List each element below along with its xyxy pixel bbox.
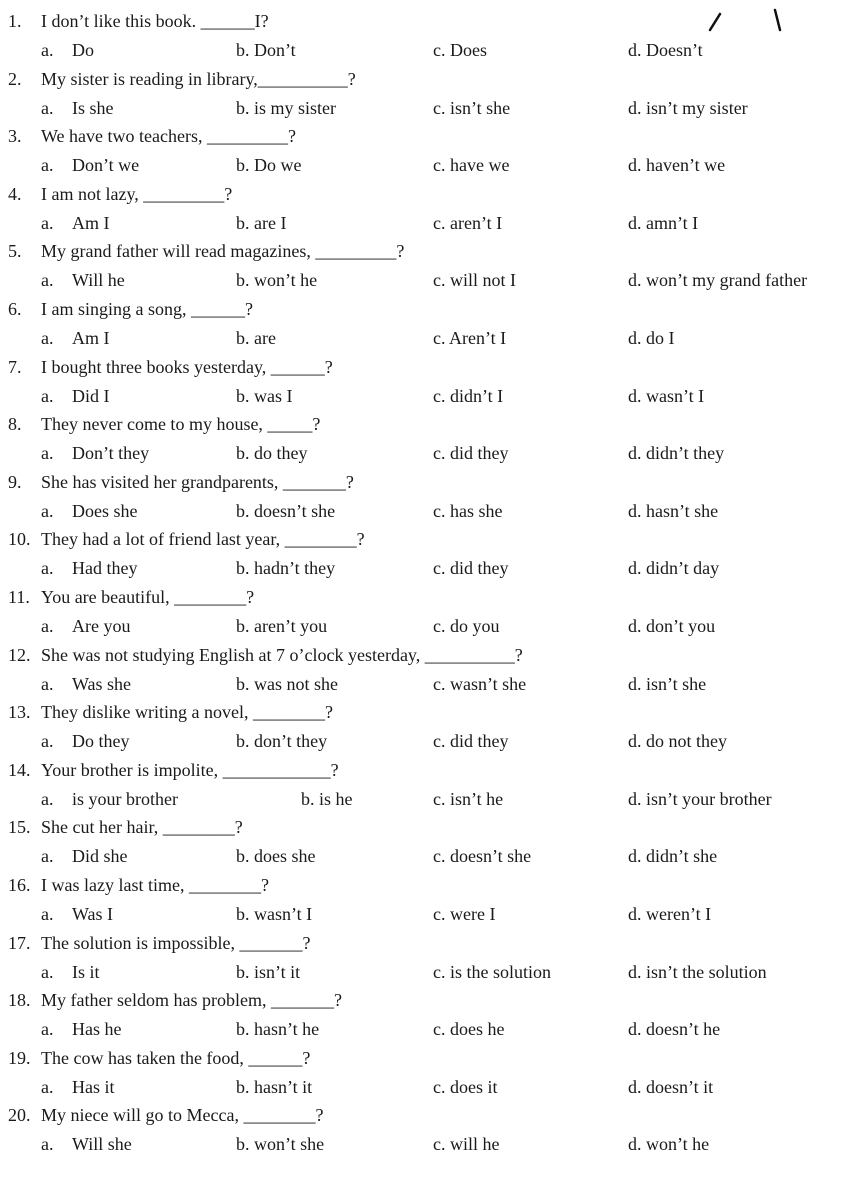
option-text: Don’t we: [72, 155, 140, 176]
question-text: I am not lazy, _________?: [41, 183, 233, 204]
question-number: 15.: [8, 817, 31, 838]
option-text: Will he: [72, 270, 125, 291]
question-stem: [8, 585, 254, 609]
question-item: [8, 124, 844, 182]
option-d[interactable]: d. isn’t my sister: [628, 97, 748, 118]
question-number: 3.: [8, 126, 22, 147]
option-a[interactable]: [41, 96, 114, 120]
option-c[interactable]: c. do you: [433, 615, 500, 636]
option-letter: a.: [41, 1019, 54, 1040]
option-text: Is it: [72, 961, 100, 982]
option-b[interactable]: b. aren’t you: [236, 615, 328, 636]
question-item: [8, 988, 844, 1046]
question-text: The solution is impossible, _______?: [41, 932, 311, 953]
option-c[interactable]: c. Aren’t I: [433, 327, 507, 348]
question-text: I am singing a song, ______?: [41, 298, 253, 319]
question-text: She has visited her grandparents, _______?: [41, 471, 354, 492]
question-text: She cut her hair, ________?: [41, 817, 243, 838]
question-text: The cow has taken the food, ______?: [41, 1047, 311, 1068]
question-text: Your brother is impolite, ____________?: [41, 759, 339, 780]
question-stem: [8, 1103, 323, 1127]
option-d[interactable]: d. didn’t day: [628, 558, 720, 579]
question-stem: [8, 527, 365, 551]
question-item: [8, 9, 844, 67]
option-d[interactable]: d. do I: [628, 327, 675, 348]
option-b[interactable]: b. isn’t it: [236, 961, 301, 982]
question-number: 7.: [8, 356, 22, 377]
option-d[interactable]: d. Doesn’t: [628, 40, 703, 60]
question-stem: [8, 182, 232, 206]
question-item: [8, 67, 844, 125]
option-c[interactable]: c. did they: [433, 443, 509, 464]
question-item: [8, 931, 844, 989]
question-number: 14.: [8, 759, 31, 780]
question-text: We have two teachers, _________?: [41, 126, 296, 147]
question-stem: [8, 643, 523, 667]
option-letter: a.: [41, 903, 54, 924]
option-a[interactable]: [41, 614, 130, 638]
question-stem: [8, 1046, 310, 1070]
question-stem: [8, 67, 356, 91]
question-item: [8, 470, 844, 528]
option-d[interactable]: d. amn’t I: [628, 212, 699, 233]
question-item: [8, 643, 844, 701]
option-letter: a.: [41, 788, 54, 809]
option-d[interactable]: d. didn’t she: [628, 846, 718, 867]
question-number: 5.: [8, 241, 22, 262]
option-a[interactable]: [41, 1017, 121, 1041]
option-b[interactable]: b. do they: [236, 443, 308, 464]
option-d[interactable]: d. didn’t they: [628, 443, 725, 464]
question-text: She was not studying English at 7 o’clock yesterday, __________?: [41, 644, 523, 665]
question-number: 2.: [8, 68, 22, 89]
option-c[interactable]: c. will he: [433, 1134, 500, 1155]
option-c[interactable]: c. have we: [433, 155, 510, 176]
option-text: Was I: [72, 903, 114, 924]
option-b[interactable]: b. hadn’t they: [236, 558, 336, 579]
option-c[interactable]: c. did they: [433, 558, 509, 579]
option-b[interactable]: b. are I: [236, 212, 287, 233]
option-letter: a.: [41, 212, 54, 233]
question-number: 12.: [8, 644, 31, 665]
option-text: Does she: [72, 500, 138, 521]
option-d[interactable]: d. isn’t she: [628, 673, 707, 694]
option-a[interactable]: [41, 844, 128, 868]
question-text: I bought three books yesterday, ______?: [41, 356, 333, 377]
option-letter: a.: [41, 731, 54, 752]
option-d[interactable]: d. isn’t the solution: [628, 961, 767, 982]
option-a[interactable]: [41, 38, 94, 62]
option-text: Did she: [72, 846, 128, 867]
option-c[interactable]: c. will not I: [433, 270, 516, 291]
question-number: 8.: [8, 414, 22, 435]
option-text: is your brother: [72, 788, 178, 809]
option-b[interactable]: b. was I: [236, 385, 293, 406]
option-b[interactable]: b. wasn’t I: [236, 903, 313, 924]
question-number: 20.: [8, 1105, 31, 1126]
question-text: My sister is reading in library,__________?: [41, 68, 356, 89]
option-d[interactable]: d. do not they: [628, 731, 727, 752]
question-list: [8, 9, 844, 1161]
option-b[interactable]: b. hasn’t it: [236, 1076, 313, 1097]
option-c[interactable]: c. isn’t he: [433, 788, 504, 809]
question-stem: [8, 355, 333, 379]
option-b[interactable]: b. is he: [301, 788, 353, 809]
question-stem: [8, 758, 339, 782]
option-letter: a.: [41, 443, 54, 464]
question-item: [8, 815, 844, 873]
option-letter: a.: [41, 615, 54, 636]
option-c[interactable]: c. has she: [433, 500, 503, 521]
option-d[interactable]: d. hasn’t she: [628, 500, 719, 521]
option-text: Had they: [72, 558, 138, 579]
question-item: [8, 527, 844, 585]
option-text: Has it: [72, 1076, 115, 1097]
question-item: [8, 412, 844, 470]
option-text: Do they: [72, 731, 130, 752]
option-letter: a.: [41, 270, 54, 291]
option-a[interactable]: [41, 268, 125, 292]
question-item: [8, 700, 844, 758]
option-b[interactable]: b. hasn’t he: [236, 1019, 320, 1040]
option-d[interactable]: d. doesn’t he: [628, 1019, 721, 1040]
question-item: [8, 1103, 844, 1161]
option-b[interactable]: b. are: [236, 327, 276, 348]
question-item: [8, 239, 844, 297]
option-d[interactable]: d. don’t you: [628, 615, 716, 636]
question-number: 17.: [8, 932, 31, 953]
question-stem: [8, 700, 333, 724]
question-text: You are beautiful, ________?: [41, 586, 255, 607]
option-a[interactable]: [41, 1075, 115, 1099]
option-c[interactable]: c. does he: [433, 1019, 505, 1040]
question-item: [8, 873, 844, 931]
option-letter: a.: [41, 97, 54, 118]
option-letter: a.: [41, 385, 54, 406]
option-a[interactable]: [41, 499, 138, 523]
option-b[interactable]: b. is my sister: [236, 97, 337, 118]
option-d[interactable]: d. weren’t I: [628, 903, 712, 924]
question-item: [8, 758, 844, 816]
option-d[interactable]: d. wasn’t I: [628, 385, 705, 406]
option-text: Don’t they: [72, 443, 150, 464]
option-b[interactable]: b. Don’t: [236, 40, 296, 60]
option-letter: a.: [41, 500, 54, 521]
option-c[interactable]: c. does it: [433, 1076, 498, 1097]
option-letter: a.: [41, 846, 54, 867]
option-d[interactable]: d. isn’t your brother: [628, 788, 772, 809]
option-b[interactable]: b. was not she: [236, 673, 338, 694]
question-text: My father seldom has problem, _______?: [41, 990, 342, 1011]
option-text: Was she: [72, 673, 132, 694]
question-number: 19.: [8, 1047, 31, 1068]
option-c[interactable]: c. Does: [433, 40, 487, 60]
question-number: 10.: [8, 529, 31, 550]
option-letter: a.: [41, 673, 54, 694]
option-text: Am I: [72, 212, 110, 233]
question-stem: [8, 815, 243, 839]
option-c[interactable]: c. did they: [433, 731, 509, 752]
option-text: Do: [72, 40, 94, 60]
option-letter: a.: [41, 327, 54, 348]
option-a[interactable]: [41, 902, 113, 926]
question-stem: [8, 297, 253, 321]
question-text: I was lazy last time, ________?: [41, 874, 269, 895]
option-a[interactable]: [41, 960, 100, 984]
option-c[interactable]: c. wasn’t she: [433, 673, 527, 694]
option-text: Am I: [72, 327, 110, 348]
option-letter: a.: [41, 961, 54, 982]
option-text: Are you: [72, 615, 131, 636]
question-stem: [8, 470, 354, 494]
option-a[interactable]: [41, 211, 110, 235]
question-stem: [8, 412, 320, 436]
question-stem: [8, 239, 404, 263]
question-text: My grand father will read magazines, _________?: [41, 241, 405, 262]
question-number: 1.: [8, 11, 22, 31]
question-stem: [8, 988, 342, 1012]
option-letter: a.: [41, 558, 54, 579]
option-c[interactable]: c. were I: [433, 903, 496, 924]
option-c[interactable]: c. isn’t she: [433, 97, 511, 118]
option-a[interactable]: [41, 556, 137, 580]
option-b[interactable]: b. won’t she: [236, 1134, 325, 1155]
question-item: [8, 1046, 844, 1104]
option-text: Has he: [72, 1019, 122, 1040]
question-item: [8, 297, 844, 355]
option-b[interactable]: b. won’t he: [236, 270, 318, 291]
option-d[interactable]: d. haven’t we: [628, 155, 726, 176]
question-number: 18.: [8, 990, 31, 1011]
option-d[interactable]: d. won’t my grand father: [628, 270, 808, 291]
option-b[interactable]: b. doesn’t she: [236, 500, 336, 521]
option-c[interactable]: c. didn’t I: [433, 385, 504, 406]
question-stem: [8, 124, 296, 148]
option-letter: a.: [41, 1076, 54, 1097]
option-a[interactable]: [41, 787, 178, 811]
question-stem: [8, 931, 311, 955]
option-letter: a.: [41, 1134, 54, 1155]
question-item: [8, 355, 844, 413]
question-stem: [8, 873, 269, 897]
question-number: 4.: [8, 183, 22, 204]
question-item: [8, 182, 844, 240]
option-d[interactable]: d. won’t he: [628, 1134, 710, 1155]
option-a[interactable]: [41, 672, 131, 696]
option-c[interactable]: c. doesn’t she: [433, 846, 532, 867]
option-a[interactable]: [41, 729, 130, 753]
question-number: 6.: [8, 298, 22, 319]
option-a[interactable]: [41, 153, 139, 177]
question-stem: [8, 9, 269, 33]
option-a[interactable]: [41, 441, 149, 465]
option-text: Did I: [72, 385, 110, 406]
option-a[interactable]: [41, 326, 110, 350]
question-number: 16.: [8, 874, 31, 895]
question-text: I don’t like this book. ______I?: [41, 11, 269, 31]
question-text: My niece will go to Mecca, ________?: [41, 1105, 324, 1126]
option-b[interactable]: b. does she: [236, 846, 316, 867]
option-a[interactable]: [41, 384, 110, 408]
question-item: [8, 585, 844, 643]
option-b[interactable]: b. don’t they: [236, 731, 328, 752]
option-letter: a.: [41, 40, 54, 60]
question-number: 13.: [8, 702, 31, 723]
option-a[interactable]: [41, 1132, 132, 1156]
option-letter: a.: [41, 155, 54, 176]
option-text: Is she: [72, 97, 114, 118]
option-text: Will she: [72, 1134, 132, 1155]
option-d[interactable]: d. doesn’t it: [628, 1076, 714, 1097]
question-number: 9.: [8, 471, 22, 492]
option-c[interactable]: c. is the solution: [433, 961, 551, 982]
question-text: They never come to my house, _____?: [41, 414, 321, 435]
question-text: They had a lot of friend last year, ________?: [41, 529, 365, 550]
option-c[interactable]: c. aren’t I: [433, 212, 503, 233]
option-b[interactable]: b. Do we: [236, 155, 302, 176]
question-number: 11.: [8, 586, 30, 607]
question-text: They dislike writing a novel, ________?: [41, 702, 333, 723]
